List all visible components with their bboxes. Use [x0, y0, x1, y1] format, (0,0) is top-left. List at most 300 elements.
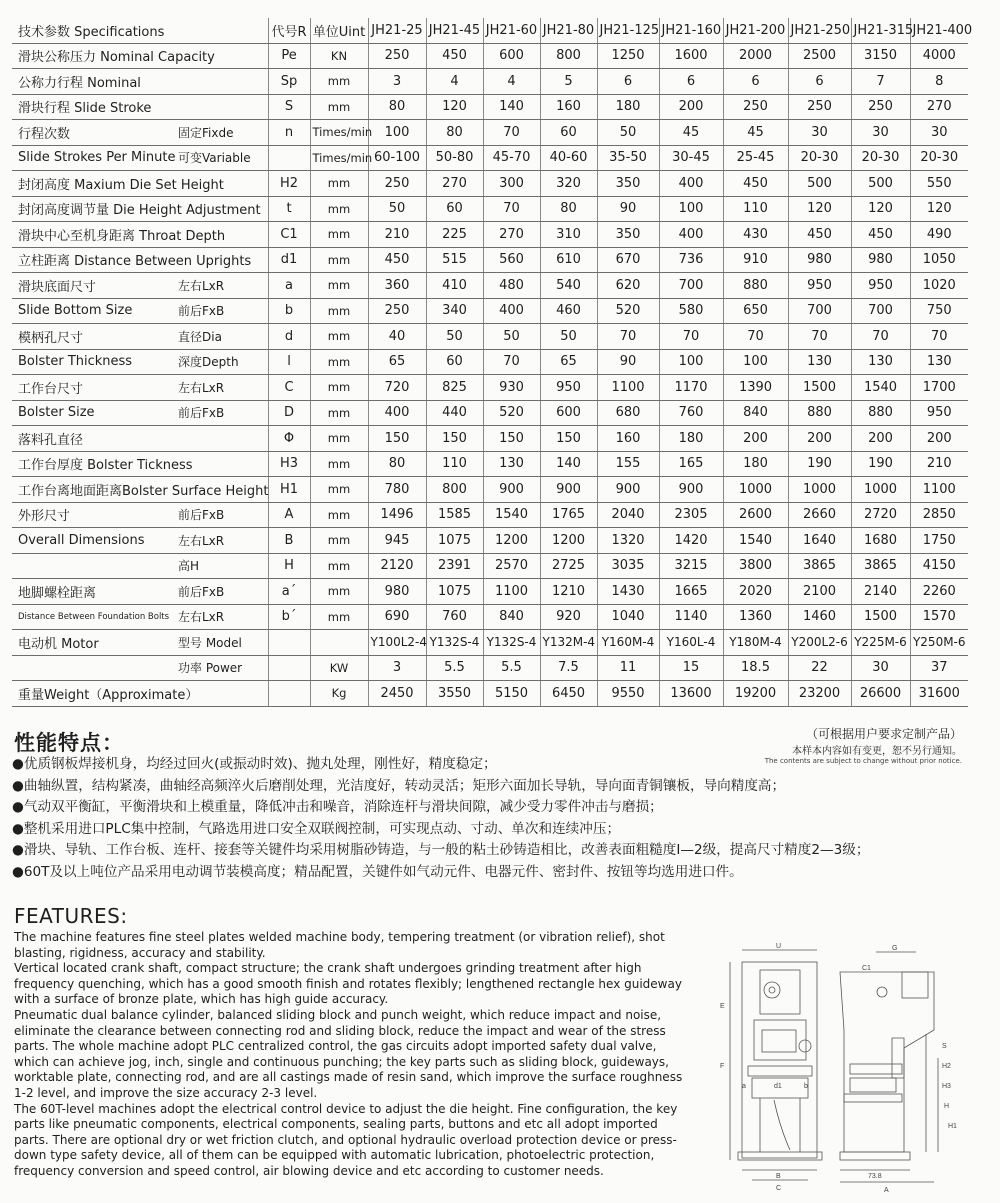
spec-value: 690 — [368, 604, 426, 630]
spec-value: 320 — [540, 171, 597, 197]
spec-value: Y132S-4 — [426, 630, 483, 656]
spec-value: 300 — [483, 171, 540, 197]
spec-value: 200 — [723, 426, 788, 452]
spec-value: 2725 — [540, 553, 597, 579]
spec-value: 70 — [851, 324, 910, 350]
param-unit: mm — [310, 477, 368, 503]
spec-value: 70 — [659, 324, 723, 350]
spec-value: 70 — [597, 324, 659, 350]
param-code: D — [268, 400, 310, 426]
param-unit: mm — [310, 94, 368, 120]
spec-value: 70 — [483, 196, 540, 222]
spec-value: 120 — [426, 94, 483, 120]
spec-value: 210 — [910, 451, 968, 477]
param-code: H — [268, 553, 310, 579]
param-code: Sp — [268, 69, 310, 95]
drawing-label: H3 — [942, 1083, 951, 1090]
param-name: 封闭高度 Maxium Die Set Height — [12, 171, 174, 197]
spec-value: 6 — [723, 69, 788, 95]
drawing-label: H1 — [948, 1123, 957, 1130]
param-name: 滑块公称压力 Nominal Capacity — [12, 43, 174, 69]
spec-value: 760 — [426, 604, 483, 630]
param-code: l — [268, 349, 310, 375]
param-unit: Times/min — [310, 120, 368, 146]
spec-value: 80 — [368, 94, 426, 120]
spec-value: 70 — [788, 324, 851, 350]
spec-value: 3035 — [597, 553, 659, 579]
param-unit: mm — [310, 375, 368, 401]
spec-value: 2140 — [851, 579, 910, 605]
spec-value: 80 — [368, 451, 426, 477]
param-name: 滑块底面尺寸 — [12, 273, 174, 299]
spec-value: 100 — [723, 349, 788, 375]
spec-value: 8 — [910, 69, 968, 95]
spec-value: 6 — [659, 69, 723, 95]
spec-value: 1765 — [540, 502, 597, 528]
param-unit: mm — [310, 579, 368, 605]
spec-row — [12, 655, 968, 681]
param-subtype: 功率 Power — [174, 655, 268, 681]
param-unit: mm — [310, 604, 368, 630]
spec-value: 1500 — [851, 604, 910, 630]
spec-value: 980 — [788, 247, 851, 273]
spec-value: 2850 — [910, 502, 968, 528]
spec-value: 1100 — [910, 477, 968, 503]
spec-row — [12, 273, 968, 299]
spec-row — [12, 247, 968, 273]
param-unit: mm — [310, 298, 368, 324]
spec-value: 150 — [426, 426, 483, 452]
spec-value: 37 — [910, 655, 968, 681]
spec-row — [12, 579, 968, 605]
param-unit: mm — [310, 400, 368, 426]
spec-value: 840 — [483, 604, 540, 630]
spec-value: 22 — [788, 655, 851, 681]
spec-value: 4 — [426, 69, 483, 95]
spec-value: 26600 — [851, 681, 910, 707]
spec-value: 1390 — [723, 375, 788, 401]
spec-value: 1500 — [788, 375, 851, 401]
spec-value: 1420 — [659, 528, 723, 554]
param-unit: KW — [310, 655, 368, 681]
spec-value: 1585 — [426, 502, 483, 528]
spec-value: 1210 — [540, 579, 597, 605]
param-name: 立柱距离 Distance Between Uprights — [12, 247, 174, 273]
spec-value: 5150 — [483, 681, 540, 707]
drawing-label: A — [884, 1187, 889, 1194]
spec-value: 270 — [910, 94, 968, 120]
feature-paragraph: The machine features fine steel plates welded machine body, tempering treatment (or vibration relief), shot blasting, rigidness, accuracy and stability. — [14, 930, 665, 960]
spec-value: 3865 — [851, 553, 910, 579]
param-subtype: 直径Dia — [174, 324, 268, 350]
param-code: Φ — [268, 426, 310, 452]
drawing-label: G — [892, 945, 898, 952]
spec-value: 400 — [483, 298, 540, 324]
param-subtype: 可变Variable — [174, 145, 268, 171]
drawing-label: S — [942, 1043, 947, 1050]
spec-value: 1700 — [910, 375, 968, 401]
spec-value: 100 — [368, 120, 426, 146]
spec-value: 900 — [483, 477, 540, 503]
spec-value: 3150 — [851, 43, 910, 69]
note-line: （可根据用户要求定制产品） — [805, 727, 962, 741]
spec-value: Y180M-4 — [723, 630, 788, 656]
spec-value: 1000 — [788, 477, 851, 503]
param-name: Bolster Size — [12, 400, 174, 426]
spec-value: 3865 — [788, 553, 851, 579]
spec-value: 4 — [483, 69, 540, 95]
performance-list — [12, 754, 869, 883]
feature-paragraph: Pneumatic dual balance cylinder, balanced sliding block and punch weight, which reduce impact and noise, eliminate the clearance between connecting rod and sliding block, reduce the impact and wear of the stress parts. The whole machine adopt PLC centralized control, the gas circuits adopt imported safety dual valve, which can achieve jog, inch, single and continuous punching; the key parts such as sliding block, guideways, worktable plate, connecting rod, and are all castings made of resin sand, which improve the surface roughness 1-2 level, and improve the size accuracy 2-3 level. — [14, 1007, 683, 1100]
spec-value: 190 — [788, 451, 851, 477]
spec-value: 980 — [851, 247, 910, 273]
spec-row — [12, 43, 968, 69]
spec-value: 1320 — [597, 528, 659, 554]
note-line: 本样本内容如有变更，恕不另行通知。 — [792, 746, 962, 757]
spec-table-head — [12, 18, 973, 43]
param-code: S — [268, 94, 310, 120]
spec-value: 1050 — [910, 247, 968, 273]
spec-value: 4000 — [910, 43, 968, 69]
spec-value: 50 — [483, 324, 540, 350]
param-subtype: 左右LxR — [174, 528, 268, 554]
spec-value: 1540 — [483, 502, 540, 528]
spec-value: 130 — [483, 451, 540, 477]
param-code: t — [268, 196, 310, 222]
spec-value: 1570 — [910, 604, 968, 630]
performance-item: ●60T及以上吨位产品采用电动调节装模高度；精品配置，关键件如气动元件、电器元件、密封件、按钮等均选用进口件。 — [12, 863, 743, 880]
spec-value: 165 — [659, 451, 723, 477]
spec-value: 60-100 — [368, 145, 426, 171]
spec-value: 2020 — [723, 579, 788, 605]
param-code: Pe — [268, 43, 310, 69]
spec-value: 45 — [659, 120, 723, 146]
drawing-label: U — [776, 943, 782, 950]
spec-row — [12, 324, 968, 350]
note-line: The contents are subject to change without prior notice. — [764, 757, 962, 765]
param-name: 公称力行程 Nominal — [12, 69, 174, 95]
spec-value: 980 — [368, 579, 426, 605]
spec-value: 9550 — [597, 681, 659, 707]
param-unit: mm — [310, 273, 368, 299]
spec-value: 50 — [540, 324, 597, 350]
spec-value: 23200 — [788, 681, 851, 707]
param-unit: mm — [310, 171, 368, 197]
drawing-label: C — [776, 1185, 782, 1192]
param-name — [12, 553, 174, 579]
param-code: d1 — [268, 247, 310, 273]
performance-item: ●优质钢板焊接机身，均经过回火(或振动时效)、抛丸处理，刚性好，精度稳定； — [12, 756, 497, 772]
spec-value: 400 — [368, 400, 426, 426]
spec-value: 880 — [851, 400, 910, 426]
spec-value: 3 — [368, 69, 426, 95]
param-subtype — [174, 94, 268, 120]
param-name: 滑块中心至机身距离 Throat Depth — [12, 222, 174, 248]
param-name: Bolster Thickness — [12, 349, 174, 375]
spec-value: 950 — [540, 375, 597, 401]
spec-value: 440 — [426, 400, 483, 426]
header-cell: JH21-400 — [910, 18, 968, 43]
param-code: H2 — [268, 171, 310, 197]
spec-value: 515 — [426, 247, 483, 273]
spec-value: 680 — [597, 400, 659, 426]
spec-value: 40 — [368, 324, 426, 350]
spec-value: 70 — [910, 324, 968, 350]
spec-value: 760 — [659, 400, 723, 426]
spec-value: 950 — [851, 273, 910, 299]
spec-value: 1540 — [851, 375, 910, 401]
spec-value: Y200L2-6 — [788, 630, 851, 656]
spec-row — [12, 375, 968, 401]
spec-value: 880 — [723, 273, 788, 299]
header-cell: 技术参数 Specifications — [12, 18, 268, 43]
header-cell: 代号R — [268, 18, 310, 43]
spec-row — [12, 502, 968, 528]
spec-value: 70 — [483, 349, 540, 375]
spec-value: 480 — [483, 273, 540, 299]
spec-value: 5.5 — [426, 655, 483, 681]
param-unit: mm — [310, 426, 368, 452]
spec-value: 1075 — [426, 579, 483, 605]
spec-value: 60 — [426, 196, 483, 222]
spec-value: 65 — [540, 349, 597, 375]
param-name: 外形尺寸 — [12, 502, 174, 528]
param-name: 滑块行程 Slide Stroke — [12, 94, 174, 120]
param-subtype: 型号 Model — [174, 630, 268, 656]
spec-value: 450 — [723, 171, 788, 197]
performance-item: ●气动双平衡缸，平衡滑块和上模重量，降低冲击和噪音，消除连杆与滑块间隙，减少受力零件冲击与磨损； — [12, 799, 663, 815]
spec-value: 400 — [659, 222, 723, 248]
spec-value: 780 — [368, 477, 426, 503]
header-cell: JH21-160 — [659, 18, 723, 43]
param-name: 工作台厚度 Bolster Tickness — [12, 451, 174, 477]
param-subtype: 固定Fixde — [174, 120, 268, 146]
param-name: 重量Weight（Approximate） — [12, 681, 174, 707]
param-subtype: 深度Depth — [174, 349, 268, 375]
header-cell: JH21-200 — [723, 18, 788, 43]
spec-value: 200 — [659, 94, 723, 120]
drawing-label: a — [742, 1083, 746, 1090]
spec-value: 800 — [540, 43, 597, 69]
spec-value: 1460 — [788, 604, 851, 630]
spec-value: 250 — [723, 94, 788, 120]
spec-value: Y132S-4 — [483, 630, 540, 656]
spec-value: 2500 — [788, 43, 851, 69]
spec-row — [12, 426, 968, 452]
header-cell: 单位Uint — [310, 18, 368, 43]
spec-value: 360 — [368, 273, 426, 299]
spec-value: 736 — [659, 247, 723, 273]
spec-value: 3 — [368, 655, 426, 681]
spec-value: 920 — [540, 604, 597, 630]
param-name: 地脚螺栓距离 — [12, 579, 174, 605]
spec-row — [12, 400, 968, 426]
spec-value: Y160L-4 — [659, 630, 723, 656]
spec-value: 90 — [597, 349, 659, 375]
drawing-label: E — [720, 1003, 725, 1010]
spec-value: 250 — [368, 298, 426, 324]
spec-value: 600 — [540, 400, 597, 426]
spec-value: 3215 — [659, 553, 723, 579]
spec-value: 350 — [597, 171, 659, 197]
param-name: 模柄孔尺寸 — [12, 324, 174, 350]
param-unit: mm — [310, 69, 368, 95]
spec-value: 2391 — [426, 553, 483, 579]
spec-value: 5 — [540, 69, 597, 95]
spec-value: 1640 — [788, 528, 851, 554]
param-subtype — [174, 426, 268, 452]
spec-value: 620 — [597, 273, 659, 299]
param-unit: mm — [310, 451, 368, 477]
spec-row — [12, 94, 968, 120]
param-name: 落料孔直径 — [12, 426, 174, 452]
spec-row — [12, 604, 968, 630]
spec-value: 120 — [788, 196, 851, 222]
spec-value: 1200 — [540, 528, 597, 554]
drawing-label: 73.8 — [868, 1173, 882, 1180]
spec-value: 400 — [659, 171, 723, 197]
spec-value: 40-60 — [540, 145, 597, 171]
spec-value: 930 — [483, 375, 540, 401]
spec-value: 130 — [788, 349, 851, 375]
spec-value: 110 — [426, 451, 483, 477]
param-code — [268, 145, 310, 171]
spec-value: 150 — [483, 426, 540, 452]
param-code: A — [268, 502, 310, 528]
spec-value: 2450 — [368, 681, 426, 707]
spec-value: 430 — [723, 222, 788, 248]
drawing-label: b — [804, 1083, 808, 1090]
spec-value: 31600 — [910, 681, 968, 707]
spec-value: 11 — [597, 655, 659, 681]
spec-value: 110 — [723, 196, 788, 222]
spec-value: 225 — [426, 222, 483, 248]
header-cell: JH21-25 — [368, 18, 426, 43]
spec-value: 30 — [788, 120, 851, 146]
header-cell: JH21-45 — [426, 18, 483, 43]
spec-value: 950 — [910, 400, 968, 426]
spec-value: 450 — [368, 247, 426, 273]
spec-value: 1600 — [659, 43, 723, 69]
param-code — [268, 630, 310, 656]
spec-value: 20-30 — [851, 145, 910, 171]
spec-row — [12, 477, 968, 503]
spec-row — [12, 69, 968, 95]
features-title: FEATURES: — [14, 904, 128, 928]
param-name: 工作台离地面距离Bolster Surface Height — [12, 477, 174, 503]
spec-value: 30 — [851, 655, 910, 681]
param-unit: mm — [310, 247, 368, 273]
spec-value: 130 — [910, 349, 968, 375]
param-unit: mm — [310, 553, 368, 579]
spec-value: 840 — [723, 400, 788, 426]
spec-value: Y225M-6 — [851, 630, 910, 656]
spec-value: 720 — [368, 375, 426, 401]
spec-value: 2260 — [910, 579, 968, 605]
header-cell: JH21-125 — [597, 18, 659, 43]
param-unit: Times/min — [310, 145, 368, 171]
spec-value: 2100 — [788, 579, 851, 605]
spec-table-body — [12, 43, 968, 706]
param-name: 电动机 Motor — [12, 630, 174, 656]
spec-value: 610 — [540, 247, 597, 273]
spec-value: 650 — [723, 298, 788, 324]
spec-value: 30 — [851, 120, 910, 146]
spec-value: 120 — [910, 196, 968, 222]
spec-value: 80 — [426, 120, 483, 146]
param-code: n — [268, 120, 310, 146]
spec-value: 35-50 — [597, 145, 659, 171]
spec-value: 25-45 — [723, 145, 788, 171]
param-name: 封闭高度调节量 Die Height Adjustment — [12, 196, 174, 222]
spec-value: 700 — [659, 273, 723, 299]
spec-value: 15 — [659, 655, 723, 681]
spec-value: 1680 — [851, 528, 910, 554]
param-subtype: 高H — [174, 553, 268, 579]
param-name: 工作台尺寸 — [12, 375, 174, 401]
param-code: H1 — [268, 477, 310, 503]
spec-value: 500 — [851, 171, 910, 197]
spec-value: 20-30 — [910, 145, 968, 171]
param-code: B — [268, 528, 310, 554]
spec-value: 1140 — [659, 604, 723, 630]
spec-value: 50 — [597, 120, 659, 146]
drawing-label: B — [776, 1173, 781, 1180]
spec-value: Y132M-4 — [540, 630, 597, 656]
spec-value: 30 — [910, 120, 968, 146]
spec-table — [12, 18, 973, 707]
param-code: C1 — [268, 222, 310, 248]
spec-value: 900 — [659, 477, 723, 503]
spec-value: 13600 — [659, 681, 723, 707]
drawing-label: H — [944, 1103, 950, 1110]
spec-value: 270 — [426, 171, 483, 197]
spec-value: 80 — [540, 196, 597, 222]
spec-value: 3800 — [723, 553, 788, 579]
param-code: H3 — [268, 451, 310, 477]
spec-value: 945 — [368, 528, 426, 554]
spec-value: 490 — [910, 222, 968, 248]
spec-value: 1250 — [597, 43, 659, 69]
spec-value: 60 — [540, 120, 597, 146]
spec-value: 19200 — [723, 681, 788, 707]
spec-value: 6450 — [540, 681, 597, 707]
spec-value: 800 — [426, 477, 483, 503]
spec-value: 50-80 — [426, 145, 483, 171]
spec-value: Y250M-6 — [910, 630, 968, 656]
spec-value: 1100 — [597, 375, 659, 401]
spec-value: 140 — [540, 451, 597, 477]
spec-value: 900 — [540, 477, 597, 503]
param-name: Distance Between Foundation Bolts — [12, 604, 174, 630]
spec-value: 150 — [368, 426, 426, 452]
spec-value: 1200 — [483, 528, 540, 554]
spec-value: 550 — [910, 171, 968, 197]
param-subtype: 前后FxB — [174, 502, 268, 528]
spec-value: 270 — [483, 222, 540, 248]
spec-value: 180 — [597, 94, 659, 120]
spec-row — [12, 196, 968, 222]
header-cell: JH21-80 — [540, 18, 597, 43]
param-subtype: 前后FxB — [174, 400, 268, 426]
param-name: Slide Bottom Size — [12, 298, 174, 324]
spec-value: 1040 — [597, 604, 659, 630]
spec-value: 310 — [540, 222, 597, 248]
spec-value: 160 — [540, 94, 597, 120]
spec-value: 410 — [426, 273, 483, 299]
spec-value: 540 — [540, 273, 597, 299]
performance-item: ●曲轴纵置，结构紧凑，曲轴经高频淬火后磨削处理，光洁度好，转动灵活；矩形六面加长导轨，导向面青铜镶板，导向精度高； — [12, 777, 786, 794]
